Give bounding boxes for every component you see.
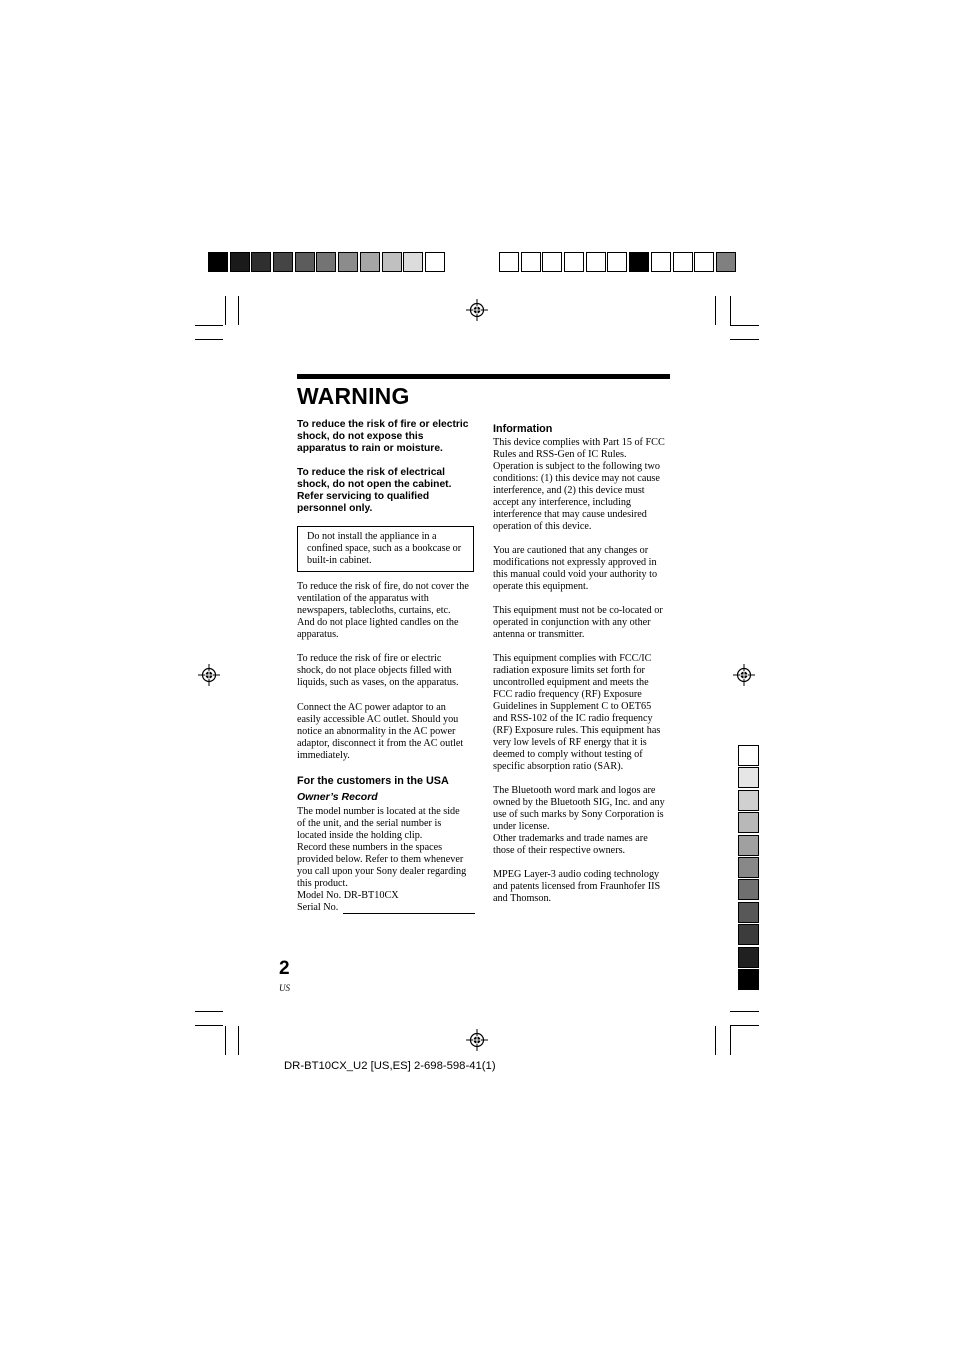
paragraph-ac-adaptor [297,702,477,762]
paragraph-colocation-text: This equipment must not be co-located or operated in conjunction with any other antenna or transmitter. [493,605,663,640]
color-swatch [694,252,714,272]
paragraph-fcc-compliance-text: This device complies with Part 15 of FCC Rules and RSS-Gen of IC Rules. Operation is subject to the following two conditions: (1) this device may not cause interference, and (2) this device must accept any interference, including interference that may cause undesired operation of this device. [493,437,665,532]
color-swatch [738,902,759,923]
page-title: WARNING [297,383,410,409]
color-swatch [738,767,759,788]
paragraph-liquids [297,653,477,689]
registration-mark-left-icon [198,664,220,686]
color-swatch [738,924,759,945]
paragraph-fcc-compliance [493,437,673,533]
color-swatch [499,252,519,272]
warning-rain-moisture: To reduce the risk of fire or electric shock, do not expose this apparatus to rain or moisture. [297,419,469,454]
paragraph-mpeg-license [493,869,673,905]
paragraph-trademarks [493,785,673,857]
color-swatch [673,252,693,272]
owners-record-heading: Owner’s Record [297,791,378,803]
color-swatch [208,252,228,272]
color-swatch [651,252,671,272]
color-swatch [338,252,358,272]
boxed-notice [297,526,474,572]
usa-heading: For the customers in the USA [297,775,449,787]
color-swatch [607,252,627,272]
paragraph-colocation [493,605,673,641]
registration-mark-bottom-icon [466,1029,488,1051]
paragraph-trademarks-text: The Bluetooth word mark and logos are owned by the Bluetooth SIG, Inc. and any use of such marks by Sony Corporation is under license. Other trademarks and trade names are those of their respective owners. [493,785,665,856]
information-heading: Information [493,423,553,435]
owners-record-text [297,806,477,890]
color-swatch [425,252,445,272]
paragraph-modifications [493,545,673,593]
paragraph-ac-adaptor-text: Connect the AC power adaptor to an easily accessible AC outlet. Should you notice an abnormality in the AC power adaptor, disconnect it from the AC outlet immediately. [297,702,464,761]
page-number: 2 [279,958,290,979]
color-swatch [738,812,759,833]
color-swatch [738,969,759,990]
serial-number-blank-line [343,913,475,914]
color-bar-top-left [208,252,447,272]
color-swatch [738,835,759,856]
boxed-notice-text: Do not install the appliance in a confined space, such as a bookcase or built-in cabinet. [307,531,462,566]
model-number: Model No. DR-BT10CX [297,890,399,901]
color-swatch [360,252,380,272]
color-swatch [738,879,759,900]
color-swatch [564,252,584,272]
registration-mark-right-icon [733,664,755,686]
paragraph-ventilation-text: To reduce the risk of fire, do not cover the ventilation of the apparatus with newspapers, tablecloths, curtains, etc. And do not place lighted candles on the apparatus. [297,581,469,640]
paragraph-rf-exposure-text: This equipment complies with FCC/IC radiation exposure limits set forth for uncontrolled equipment and meets the FCC radio frequency (RF) Exposure Guidelines in Supplement C to OET65 and RSS-102 of the IC radio frequency (RF) Exposure rules. This equipment has very low levels of RF energy that it is deemed to comply without testing of specific absorption ratio (SAR). [493,653,661,772]
color-swatch [738,790,759,811]
color-swatch [542,252,562,272]
warning-open-cabinet: To reduce the risk of electrical shock, do not open the cabinet. Refer servicing to qualified personnel only. [297,467,452,514]
page-region-label: US [279,983,290,993]
paragraph-mpeg-license-text: MPEG Layer-3 audio coding technology and patents licensed from Fraunhofer IIS and Thomson. [493,869,661,904]
color-swatch [230,252,250,272]
color-swatch [738,947,759,968]
color-swatch [316,252,336,272]
color-swatch [273,252,293,272]
color-bar-side [738,745,759,991]
color-swatch [629,252,649,272]
color-bar-top-right [499,252,738,272]
paragraph-ventilation [297,581,477,641]
owners-record-body: The model number is located at the side of the unit, and the serial number is located inside the holding clip. Record these numbers in the spaces provided below. Refer to them whenever you call upon your Sony dealer regarding this product. [297,806,467,889]
color-swatch [403,252,423,272]
color-swatch [738,857,759,878]
registration-mark-top-icon [466,299,488,321]
title-rule [297,374,670,379]
fire-shock-warning [297,419,477,455]
cabinet-warning [297,467,477,515]
color-swatch [295,252,315,272]
color-swatch [382,252,402,272]
color-swatch [251,252,271,272]
color-swatch [716,252,736,272]
serial-number-label: Serial No. [297,902,339,913]
color-swatch [586,252,606,272]
paragraph-modifications-text: You are cautioned that any changes or modifications not expressly approved in this manual could void your authority to operate this equipment. [493,545,658,592]
print-footer: DR-BT10CX_U2 [US,ES] 2-698-598-41(1) [284,1060,496,1072]
color-swatch [738,745,759,766]
paragraph-liquids-text: To reduce the risk of fire or electric shock, do not place objects filled with liquids, such as vases, on the apparatus. [297,653,459,688]
paragraph-rf-exposure [493,653,673,773]
color-swatch [521,252,541,272]
